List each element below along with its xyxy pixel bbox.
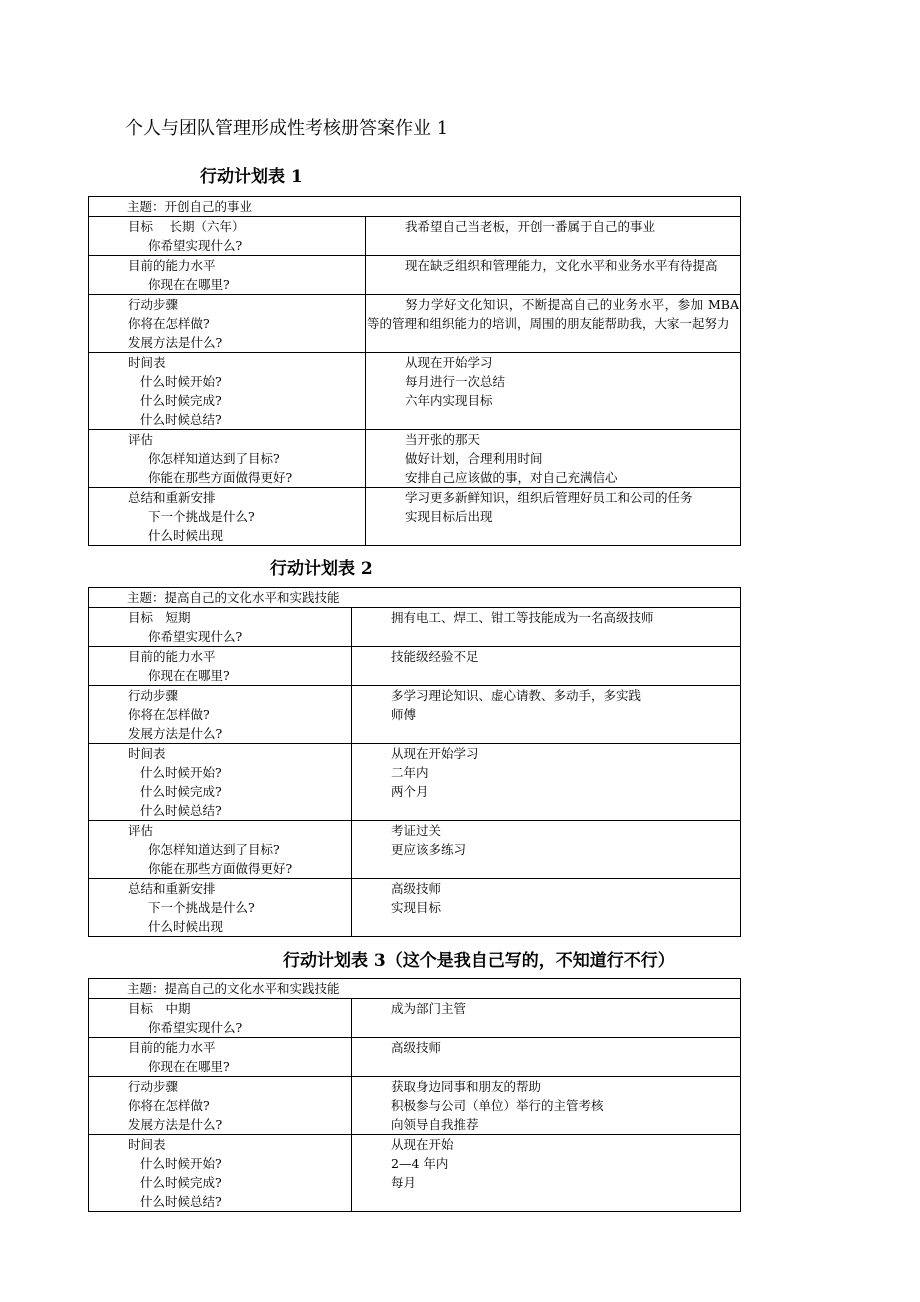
table-row (89, 999, 741, 1038)
answer-line: 拥有电工、焊工、钳工等技能成为一名高级技师 (391, 610, 654, 625)
row-label: 评估 (128, 823, 154, 838)
answer-cell (352, 1077, 741, 1135)
answer-line: 做好计划，合理利用时间 (405, 451, 543, 466)
answer-line: 实现目标 (391, 900, 442, 915)
row-label: 行动步骤 (128, 1079, 179, 1094)
answer-line: 获取身边同事和朋友的帮助 (391, 1079, 542, 1094)
answer-line: 二年内 (391, 765, 429, 780)
answer-cell (366, 488, 741, 546)
answer-line: 从现在开始学习 (391, 746, 479, 761)
row-label: 时间表 (128, 355, 166, 370)
theme-row (89, 979, 741, 999)
plan-3-title: 行动计划表 3（这个是我自己写的，不知道行不行） (283, 951, 675, 971)
answer-cell (352, 647, 741, 686)
answer-cell (352, 1135, 741, 1212)
answer-line: 成为部门主管 (391, 1001, 467, 1016)
plan-2-table (88, 587, 741, 937)
answer-line: 技能级经验不足 (391, 649, 479, 664)
answer-line: 更应该多练习 (391, 842, 467, 857)
theme-row (89, 588, 741, 608)
row-sublabel: 你现在在哪里? (148, 277, 230, 292)
theme-row (89, 197, 741, 217)
table-row (89, 1077, 741, 1135)
row-label: 总结和重新安排 (128, 490, 216, 505)
answer-line: 每月进行一次总结 (405, 374, 506, 389)
row-sublabel: 什么时候开始? (140, 1156, 222, 1171)
row-sublabel: 什么时候出现 (148, 919, 224, 934)
answer-cell (352, 608, 741, 647)
answer-line: 安排自己应该做的事，对自己充满信心 (405, 470, 618, 485)
answer-line: 六年内实现目标 (405, 393, 493, 408)
row-sublabel: 下一个挑战是什么? (148, 509, 255, 524)
question-cell (89, 744, 352, 821)
answer-line: 两个月 (391, 784, 429, 799)
answer-cell (366, 430, 741, 488)
table-row (89, 1038, 741, 1077)
question-cell (89, 488, 366, 546)
row-sublabel: 你怎样知道达到了目标? (148, 842, 280, 857)
answer-cell (352, 686, 741, 744)
row-sublabel: 你将在怎样做? (128, 707, 210, 722)
theme-cell: 主题：提高自己的文化水平和实践技能 (89, 979, 741, 999)
theme-cell: 主题：提高自己的文化水平和实践技能 (89, 588, 741, 608)
answer-line: 考证过关 (391, 823, 442, 838)
question-cell (89, 1038, 352, 1077)
row-sublabel: 你现在在哪里? (148, 668, 230, 683)
plan-1-title: 行动计划表 1 (200, 167, 303, 187)
table-row (89, 353, 741, 430)
question-cell (89, 821, 352, 879)
answer-line: 2—4 年内 (391, 1156, 449, 1171)
row-sublabel: 什么时候完成? (140, 784, 222, 799)
plan-1-table (88, 196, 741, 546)
row-sublabel: 什么时候完成? (140, 393, 222, 408)
row-sublabel: 你将在怎样做? (128, 316, 210, 331)
theme-cell: 主题：开创自己的事业 (89, 197, 741, 217)
question-cell (89, 353, 366, 430)
answer-cell (366, 256, 741, 295)
answer-cell (352, 879, 741, 937)
answer-line: 从现在开始 (391, 1137, 454, 1152)
row-sublabel: 什么时候出现 (148, 528, 224, 543)
answer-line: 高级技师 (391, 881, 442, 896)
row-label: 目标 中期 (128, 1001, 191, 1016)
answer-line: 多学习理论知识、虚心请教、多动手，多实践 (391, 688, 642, 703)
plan-2-title: 行动计划表 2 (270, 559, 373, 579)
table-row (89, 821, 741, 879)
answer-cell (366, 295, 741, 353)
row-label: 时间表 (128, 746, 166, 761)
row-sublabel: 下一个挑战是什么? (148, 900, 255, 915)
question-cell (89, 1077, 352, 1135)
row-label: 行动步骤 (128, 297, 179, 312)
document-title: 个人与团队管理形成性考核册答案作业 1 (125, 118, 449, 139)
answer-line: 师傅 (391, 707, 417, 722)
table-row (89, 744, 741, 821)
row-sublabel: 发展方法是什么? (128, 335, 223, 350)
row-sublabel: 你将在怎样做? (128, 1098, 210, 1113)
answer-line: 从现在开始学习 (405, 355, 493, 370)
answer-line: 高级技师 (391, 1040, 442, 1055)
table-row (89, 256, 741, 295)
row-sublabel: 你能在那些方面做得更好? (148, 861, 293, 876)
row-sublabel: 你能在那些方面做得更好? (148, 470, 293, 485)
question-cell (89, 879, 352, 937)
question-cell (89, 999, 352, 1038)
answer-cell (352, 821, 741, 879)
question-cell (89, 217, 366, 256)
question-cell (89, 686, 352, 744)
row-sublabel: 什么时候开始? (140, 374, 222, 389)
row-sublabel: 什么时候总结? (140, 1194, 222, 1209)
answer-cell (352, 999, 741, 1038)
plan-3-table (88, 978, 741, 1212)
row-sublabel: 什么时候总结? (140, 803, 222, 818)
answer-cell (366, 353, 741, 430)
row-sublabel: 发展方法是什么? (128, 726, 223, 741)
row-sublabel: 你希望实现什么? (148, 238, 243, 253)
table-row (89, 217, 741, 256)
table-row (89, 488, 741, 546)
table-row (89, 879, 741, 937)
answer-cell (366, 217, 741, 256)
row-sublabel: 你现在在哪里? (148, 1059, 230, 1074)
row-label: 时间表 (128, 1137, 166, 1152)
answer-text: 现在缺乏组织和管理能力，文化水平和业务水平有待提高 (405, 258, 718, 273)
row-sublabel: 发展方法是什么? (128, 1117, 223, 1132)
row-label: 目标 短期 (128, 610, 191, 625)
row-sublabel: 你希望实现什么? (148, 629, 243, 644)
answer-line: 每月 (391, 1175, 417, 1190)
row-label: 目前的能力水平 (128, 1040, 216, 1055)
question-cell (89, 295, 366, 353)
row-label: 行动步骤 (128, 688, 179, 703)
row-sublabel: 你怎样知道达到了目标? (148, 451, 280, 466)
answer-text: 努力学好文化知识，不断提高自己的业务水平，参加 MBA 等的管理和组织能力的培训，周围的朋友能帮助我，大家一起努力 (367, 297, 740, 331)
table-row (89, 295, 741, 353)
question-cell (89, 647, 352, 686)
table-row (89, 608, 741, 647)
answer-line: 学习更多新鲜知识，组织后管理好员工和公司的任务 (405, 490, 693, 505)
row-label: 目前的能力水平 (128, 649, 216, 664)
answer-line: 向领导自我推荐 (391, 1117, 479, 1132)
question-cell (89, 608, 352, 647)
answer-line: 积极参与公司（单位）举行的主管考核 (391, 1098, 604, 1113)
table-row (89, 647, 741, 686)
row-sublabel: 什么时候开始? (140, 765, 222, 780)
answer-cell (352, 1038, 741, 1077)
row-label: 总结和重新安排 (128, 881, 216, 896)
answer-line: 当开张的那天 (405, 432, 481, 447)
answer-cell (352, 744, 741, 821)
row-label: 目前的能力水平 (128, 258, 216, 273)
row-sublabel: 你希望实现什么? (148, 1020, 243, 1035)
table-row (89, 686, 741, 744)
table-row (89, 1135, 741, 1212)
row-label: 评估 (128, 432, 154, 447)
question-cell (89, 256, 366, 295)
answer-line: 实现目标后出现 (405, 509, 493, 524)
row-sublabel: 什么时候总结? (140, 412, 222, 427)
row-sublabel: 什么时候完成? (140, 1175, 222, 1190)
question-cell (89, 1135, 352, 1212)
answer-text: 我希望自己当老板，开创一番属于自己的事业 (405, 219, 656, 234)
row-label: 目标 长期（六年） (128, 219, 245, 234)
question-cell (89, 430, 366, 488)
table-row (89, 430, 741, 488)
